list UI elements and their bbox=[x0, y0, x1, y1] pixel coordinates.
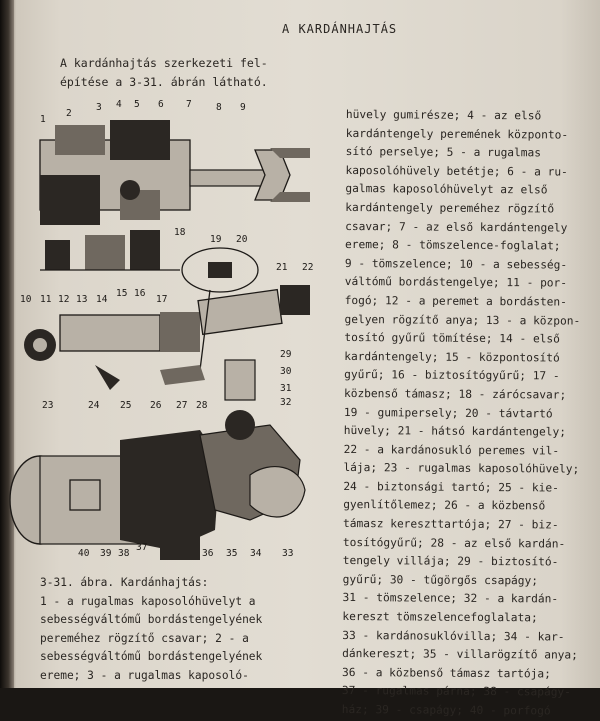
label-33: 33 bbox=[282, 548, 294, 559]
label-21: 21 bbox=[276, 262, 288, 273]
label-18: 18 bbox=[174, 227, 186, 238]
label-12: 12 bbox=[58, 294, 70, 305]
label-7: 7 bbox=[186, 99, 192, 110]
label-11: 11 bbox=[40, 294, 52, 305]
label-35: 35 bbox=[226, 548, 238, 559]
page-heading: A KARDÁNHAJTÁS bbox=[282, 22, 398, 36]
label-20: 20 bbox=[236, 234, 248, 245]
label-9: 9 bbox=[240, 102, 246, 113]
label-22: 22 bbox=[302, 262, 314, 273]
label-24: 24 bbox=[88, 400, 100, 411]
legend-right-column: hüvely gumirésze; 4 - az első kardántengely peremének központo- sító perselye; 5 - a rugalmas kaposolóhüvely betétje; 6 - a ru- galmas kaposolóhüvelyt az első kardántengely pereméhez rögzítő csavar; 7 - az első kardántengely ereme; 8 - tömszelence-foglalat; 9 - tömszelence; 10 - a sebesség- váltómű bordástengelye; 11 - por- fogó; 12 - a peremet a bordásten- gelyen rögzítő anya; 13 - a közpon- tosító gyűrű tömítése; 14 - első kardántengely; 15 - központosító gyűrű; 16 - biztosítógyűrű; 17 - közbenső támasz; 18 - zárócsavar; 19 - gumipersely; 20 - távtartó hüvely; 21 - hátsó kardántengely; 22 - a kardánosukló peremes vil- lája; 23 - rugalmas kaposolóhüvely; 24 - biztonsági tartó; 25 - kie- gyenlítőlemez; 26 - a közbenső támasz kereszttartója; 27 - biz- tosítógyűrű; 28 - az első kardán- tengely villája; 29 - biztosító- gyűrű; 30 - tűgörgős csapágy; 31 - tömszelence; 32 - a kardán- kereszt tömszelencefoglalata; 33 - kardánosuklóvilla; 34 - kar- dánkereszt; 35 - villarögzítő anya; 36 - a közbenső támasz tartója; 37 - rugalmas párna; 38 - csapágy- ház; 39 - csapágy; 40 - porfogó bbox=[341, 107, 581, 718]
intro-paragraph: A kardánhajtás szerkezeti fel- építése a 3-31. ábrán látható. bbox=[60, 56, 268, 89]
label-19: 19 bbox=[210, 234, 222, 245]
label-28: 28 bbox=[196, 400, 208, 411]
label-6: 6 bbox=[158, 99, 164, 110]
label-5: 5 bbox=[134, 99, 140, 110]
label-32: 32 bbox=[280, 397, 292, 408]
label-4: 4 bbox=[116, 99, 122, 110]
label-26: 26 bbox=[150, 400, 162, 411]
figure-bottom-cutaway bbox=[10, 360, 305, 560]
label-14: 14 bbox=[96, 294, 108, 305]
label-27: 27 bbox=[176, 400, 188, 411]
drivetrain-figure bbox=[0, 80, 340, 570]
label-29: 29 bbox=[280, 349, 292, 360]
label-37: 37 bbox=[136, 542, 148, 553]
label-25: 25 bbox=[120, 400, 132, 411]
label-1: 1 bbox=[40, 114, 46, 125]
label-3: 3 bbox=[96, 102, 102, 113]
label-38: 38 bbox=[118, 548, 130, 559]
label-15: 15 bbox=[116, 288, 128, 299]
label-23: 23 bbox=[42, 400, 54, 411]
label-10: 10 bbox=[20, 294, 32, 305]
figure-caption: 3-31. ábra. Kardánhajtás: 1 - a rugalmas kaposolóhüvelyt a sebességváltómű bordástengelyének pereméhez rögzítő csavar; 2 - a sebességváltómű bordástengelyének ereme; 3 - a rugalmas kaposoló- bbox=[40, 576, 263, 682]
figure-top-assembly bbox=[40, 120, 310, 270]
label-39: 39 bbox=[100, 548, 112, 559]
label-31: 31 bbox=[280, 383, 292, 394]
label-16: 16 bbox=[134, 288, 146, 299]
label-13: 13 bbox=[76, 294, 88, 305]
label-40: 40 bbox=[78, 548, 90, 559]
label-34: 34 bbox=[250, 548, 262, 559]
label-8: 8 bbox=[216, 102, 222, 113]
label-36: 36 bbox=[202, 548, 214, 559]
label-2: 2 bbox=[66, 108, 72, 119]
label-30: 30 bbox=[280, 366, 292, 377]
label-17: 17 bbox=[156, 294, 168, 305]
